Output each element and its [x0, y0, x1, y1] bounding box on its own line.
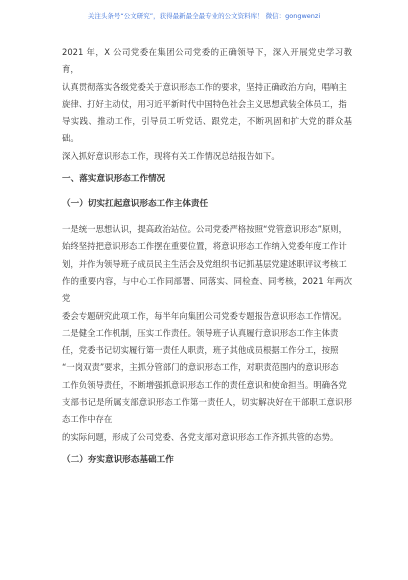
body-line: 委会专题研究此项工作，每半年向集团公司党委专题报告意识形态工作情况。	[62, 310, 347, 321]
intro-line: 旋律、打好主动仗，用习近平新时代中国特色社会主义思想武装全体员工，指	[62, 98, 347, 109]
body-line: 始终坚持把意识形态工作摆在重要位置，将意识形态工作纳入党委年度工作计	[62, 241, 347, 252]
body-line: 的实际问题，形成了公司党委、各党支部对意识形态工作齐抓共管的态势。	[62, 431, 339, 442]
body-line: 二是健全工作机制，压实工作责任。领导班子认真履行意识形态工作主体责	[62, 327, 339, 338]
body-line: 任，党委书记切实履行第一责任人职责，班子其他成员根据工作分工，按照	[62, 345, 339, 356]
body-line: 作的重要内容，与中心工作同部署、同落实、同检查、同考核，2021 年两次党	[62, 275, 352, 304]
subsection-heading: （一）切实扛起意识形态工作主体责任	[62, 199, 209, 210]
body-line: 划，并作为领导班子成员民主生活会及党组织书记抓基层党建述职评议考核工	[62, 258, 347, 269]
document-body	[62, 44, 352, 477]
intro-line: 认真贯彻落实各级党委关于意识形态工作的要求，坚持正确政治方向，唱响主	[62, 81, 347, 92]
body-line: 支部书记是所属支部意识形态工作第一责任人，切实解决好在干部职工意识形态工作中存在	[62, 397, 352, 425]
body-line: 工作负领导责任，不断增强抓意识形态工作的责任意识和使命担当。明确各党	[62, 379, 347, 390]
header-banner: 关注头条号“公文研究”，获得最新最全最专业的公文资料库！ 微信：gongwenzi	[87, 12, 321, 20]
subsection-heading: （二）夯实意识形态基础工作	[62, 454, 174, 465]
intro-paragraph	[62, 44, 352, 165]
body-line: 一是统一思想认识，提高政治站位。公司党委严格按照“党管意识形态”原则，	[62, 224, 348, 235]
intro-line: 深入抓好意识形态工作，现将有关工作情况总结报告如下。	[62, 150, 280, 161]
intro-line: 导实践、推动工作，引导员工听党话、跟党走，不断巩固和扩大党的群众基础。	[62, 116, 352, 144]
intro-line: 2021 年，X 公司党委在集团公司党委的正确领导下，深入开展党史学习教育，	[62, 47, 352, 75]
body-line: “一岗双责”要求，主抓分管部门的意识形态工作，对职责范围内的意识形态	[62, 362, 339, 373]
section-heading: 一、落实意识形态工作情况	[62, 174, 166, 185]
subsection-paragraph	[62, 221, 352, 446]
